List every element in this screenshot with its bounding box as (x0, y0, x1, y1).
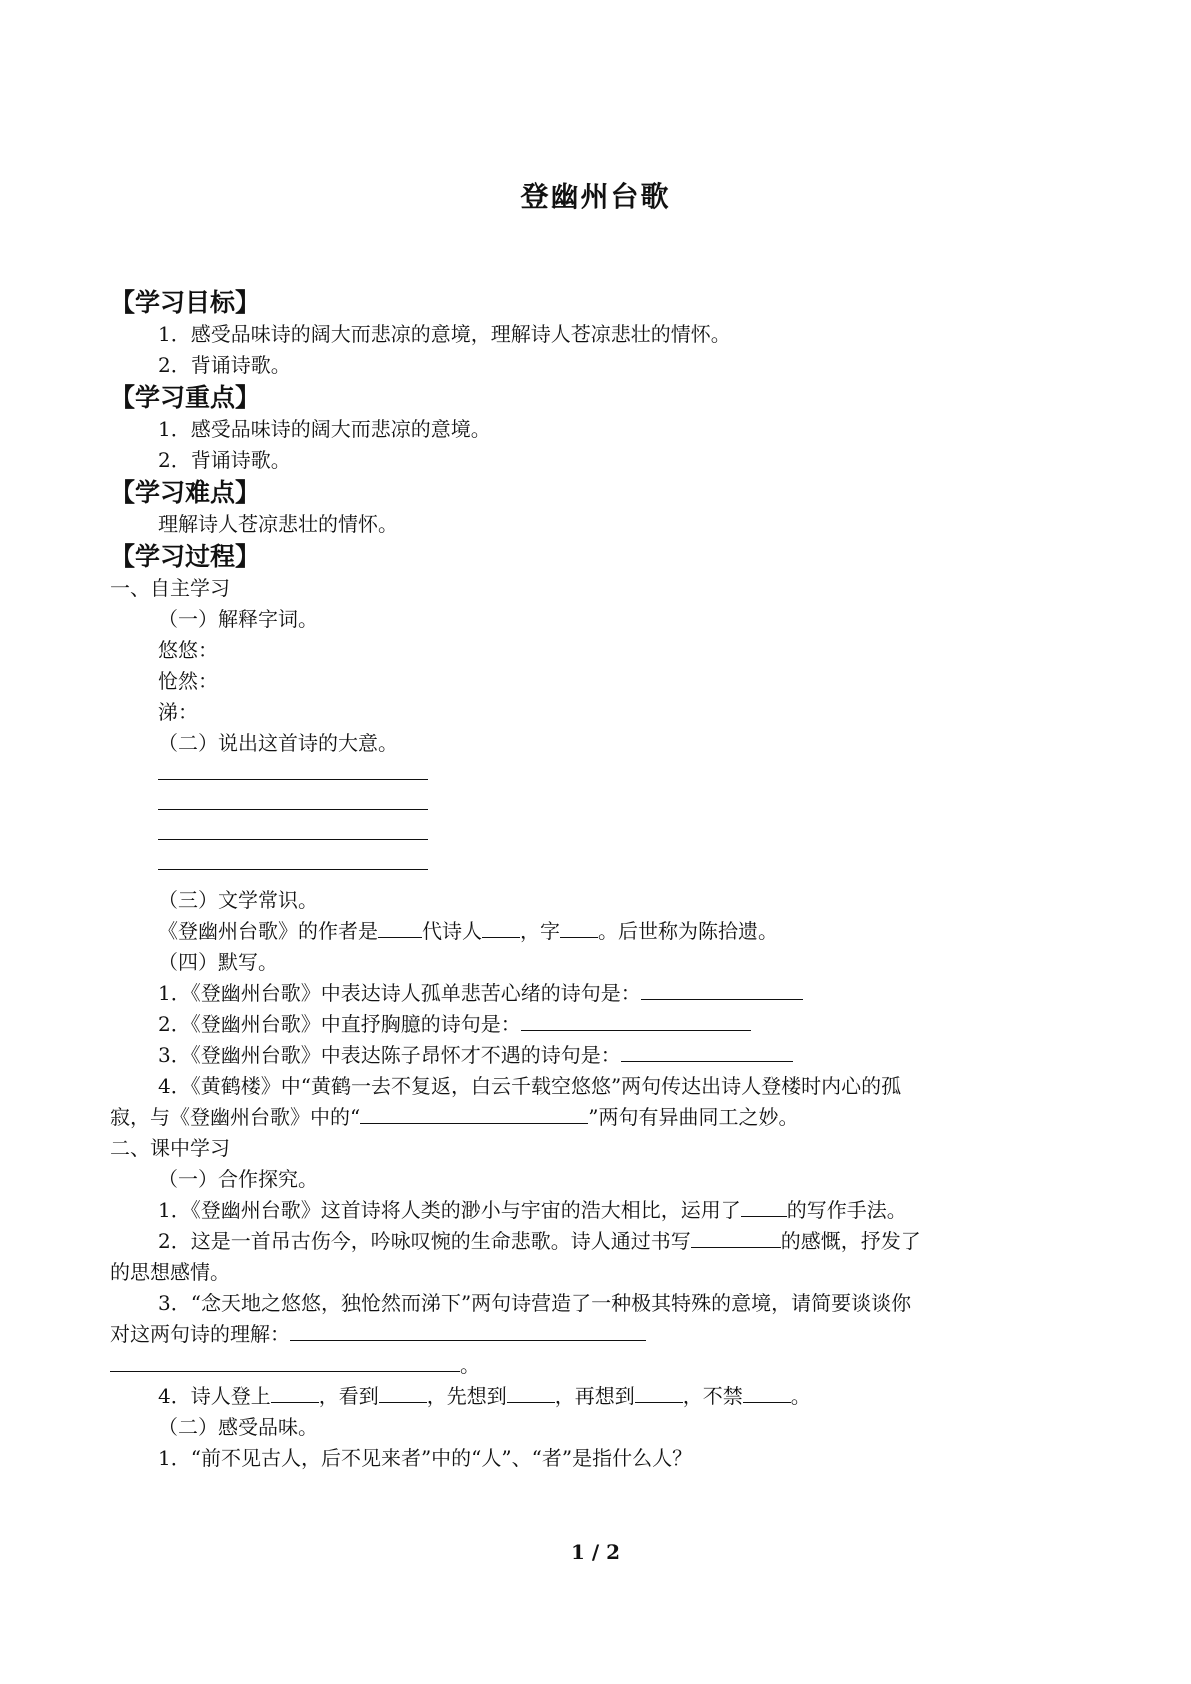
part1-s1-title: （一）解释字词。 (158, 607, 318, 631)
explore-q4-blank-2[interactable] (379, 1382, 427, 1403)
recite-q3-blank[interactable] (621, 1041, 793, 1062)
part1-s4-title: （四）默写。 (158, 950, 278, 974)
meaning-answer-line[interactable] (110, 789, 1090, 819)
explore-q3-line2: 对这两句诗的理解： (110, 1319, 1090, 1350)
part1-title: 一、自主学习 (110, 576, 230, 600)
explore-q4: 4．诗人登上 ，看到 ，先想到 ，再想到 ，不禁 。 (158, 1384, 811, 1408)
explore-q2-blank[interactable] (691, 1227, 781, 1248)
term-youyou: 悠悠： (158, 638, 218, 662)
explore-q3-line1: 3．“念天地之悠悠，独怆然而涕下”两句诗营造了一种极其特殊的意境，请简要谈谈你 (158, 1291, 912, 1315)
explore-q4-blank-3[interactable] (507, 1382, 555, 1403)
key-points-heading: 【学习重点】 (110, 383, 261, 412)
page-title: 登幽州台歌 (520, 180, 671, 213)
part2-title: 二、课中学习 (110, 1136, 230, 1160)
goal-item: 1．感受品味诗的阔大而悲凉的意境，理解诗人苍凉悲壮的情怀。 (158, 322, 731, 346)
part2-s2-title: （二）感受品味。 (158, 1415, 318, 1439)
recite-q1: 1．《登幽州台歌》中表达诗人孤单悲苦心绪的诗句是： (110, 978, 1090, 1009)
meaning-answer-line[interactable] (110, 759, 1090, 789)
recite-q2: 2．《登幽州台歌》中直抒胸臆的诗句是： (110, 1009, 1090, 1040)
dynasty-blank[interactable] (378, 917, 422, 938)
difficulties-heading: 【学习难点】 (110, 478, 261, 507)
recite-q4-line1: 4．《黄鹤楼》中“黄鹤一去不复返，白云千载空悠悠”两句传达出诗人登楼时内心的孤 (158, 1074, 902, 1098)
explore-q2-line2: 的思想感情。 (110, 1260, 230, 1284)
courtesy-name-blank[interactable] (560, 917, 598, 938)
recite-q4-line2: 寂，与《登幽州台歌》中的“ ”两句有异曲同工之妙。 (110, 1105, 799, 1129)
explore-q3-line3: 。 (110, 1350, 1090, 1381)
literary-knowledge: 《登幽州台歌》的作者是 代诗人 ，字 。后世称为陈拾遗。 (158, 919, 778, 943)
poet-blank[interactable] (482, 917, 520, 938)
key-point-item: 1．感受品味诗的阔大而悲凉的意境。 (158, 417, 491, 441)
part1-s2-title: （二）说出这首诗的大意。 (158, 731, 398, 755)
explore-q2-line1: 2．这是一首吊古伤今，吟咏叹惋的生命悲歌。诗人通过书写 的感慨，抒发了 (158, 1229, 921, 1253)
part1-s3-title: （三）文学常识。 (158, 888, 318, 912)
goals-heading: 【学习目标】 (110, 288, 261, 317)
meaning-answer-line[interactable] (110, 849, 1090, 879)
explore-q4-blank-1[interactable] (271, 1382, 319, 1403)
page-number: 1 / 2 (570, 1540, 621, 1564)
appreciate-q1: 1．“前不见古人，后不见来者”中的“人”、“者”是指什么人？ (158, 1446, 693, 1470)
term-ti: 涕： (158, 700, 198, 724)
term-chuangran: 怆然： (158, 669, 218, 693)
explore-q4-blank-4[interactable] (635, 1382, 683, 1403)
recite-q2-blank[interactable] (521, 1010, 751, 1031)
explore-q3-blank-continued[interactable] (110, 1351, 460, 1372)
recite-q4-blank[interactable] (360, 1103, 588, 1124)
worksheet-content (110, 286, 1090, 1474)
part2-s1-title: （一）合作探究。 (158, 1167, 318, 1191)
difficulty-text: 理解诗人苍凉悲壮的情怀。 (158, 512, 398, 536)
meaning-answer-line[interactable] (110, 819, 1090, 849)
explore-q1: 1．《登幽州台歌》这首诗将人类的渺小与宇宙的浩大相比，运用了 的写作手法。 (158, 1198, 907, 1222)
explore-q3-blank[interactable] (290, 1320, 646, 1341)
goal-item: 2．背诵诗歌。 (158, 353, 291, 377)
recite-q3: 3．《登幽州台歌》中表达陈子昂怀才不遇的诗句是： (110, 1040, 1090, 1071)
explore-q1-blank[interactable] (741, 1196, 787, 1217)
key-point-item: 2．背诵诗歌。 (158, 448, 291, 472)
process-heading: 【学习过程】 (110, 542, 261, 571)
recite-q1-blank[interactable] (641, 979, 803, 1000)
explore-q4-blank-5[interactable] (743, 1382, 791, 1403)
